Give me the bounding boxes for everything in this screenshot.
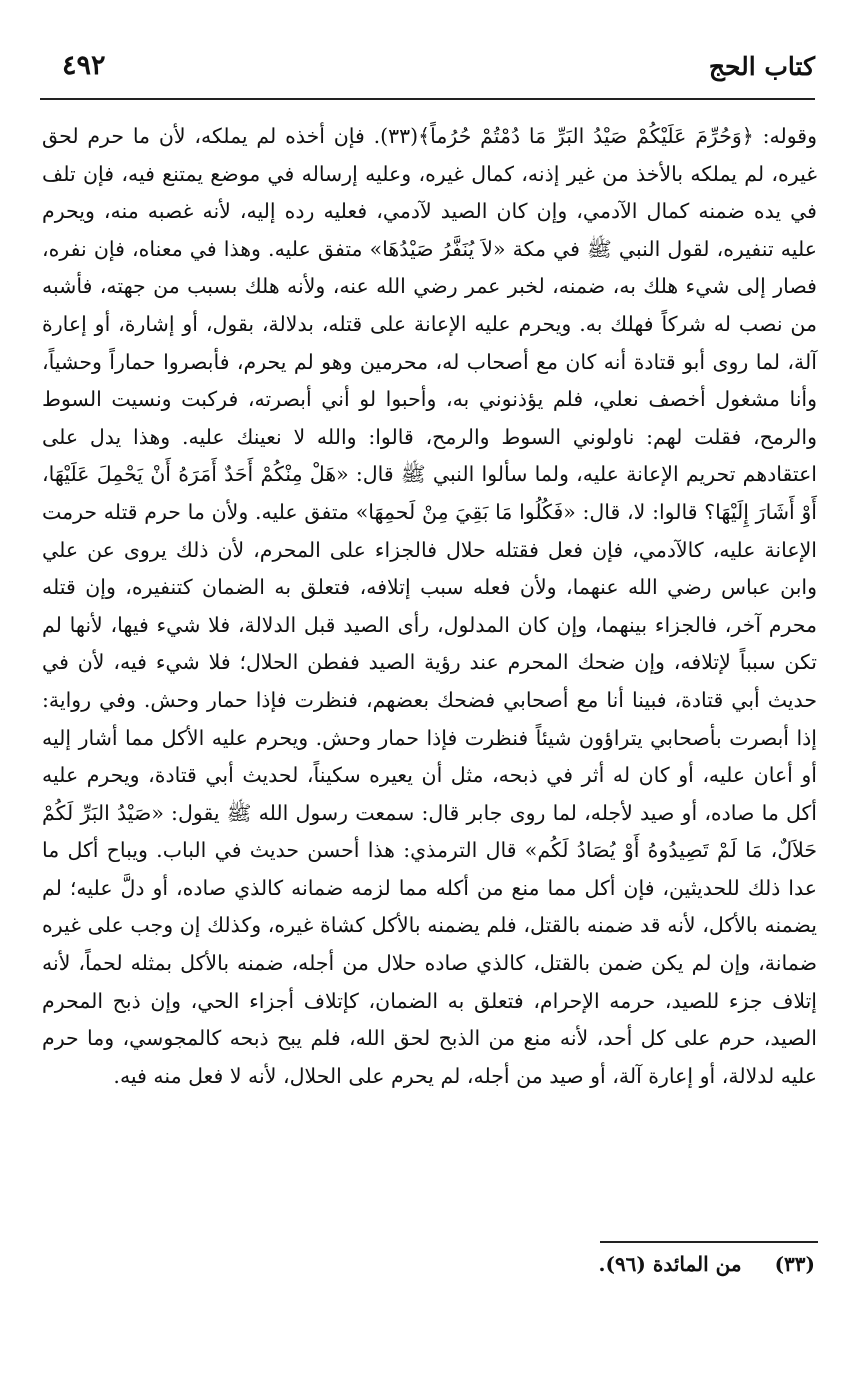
footnote [599,1252,816,1276]
running-title: كتاب الحج [708,52,815,81]
page-header [40,42,815,102]
footnote-divider [600,1241,818,1243]
header-divider [40,98,815,100]
main-text [42,118,817,1095]
body-paragraph: وقوله: ﴿وَحُرِّمَ عَلَيْكُمْ صَيْدُ البَرِّ مَا دُمْتُمْ حُرُماً﴾(٣٣). فإن أخذه لم يملكه، لأن ما حرم لحق غيره، لم يملكه بالأخذ من غير إذنه، كمال غيره، وعليه إرساله في موضع يمتنع فيه، فإن تلف في يده ضمنه كمال الآدمي، وإن كان الصيد لآدمي، فعليه رده إليه، لأنه غصبه منه، ويحرم عليه تنفيره، لقول النبي ﷺ في مكة «لاَ يُنَفَّرُ صَيْدُهَا» متفق عليه. وهذا في معناه، فإن نفره، فصار إلى شيء هلك به، ضمنه، لخبر عمر رضي الله عنه، ولأنه هلك بسبب من جهته، فأشبه من نصب له شركاً فهلك به. ويحرم عليه الإعانة على قتله، بدلالة، بقول، أو إشارة، أو إعارة آلة، لما روى أبو قتادة أنه كان مع أصحاب له، محرمين وهو لم يحرم، فأبصروا حماراً وحشياً، وأنا مشغول أخصف نعلي، فلم يؤذنوني به، وأحبوا لو أني أبصرته، فركبت ونسيت السوط والرمح، فقلت لهم: ناولوني السوط والرمح، قالوا: والله لا نعينك عليه. وهذا يدل على اعتقادهم تحريم الإعانة عليه، ولما سألوا النبي ﷺ قال: «هَلْ مِنْكُمْ أَحَدٌ أَمَرَهُ أَنْ يَحْمِلَ عَلَيْهَا، أَوْ أَشَارَ إِلَيْهَا؟ قالوا: لا، قال: «فَكُلُوا مَا بَقِيَ مِنْ لَحمِهَا» متفق عليه. ولأن ما حرم قتله حرمت الإعانة عليه، كالآدمي، فإن فعل فقتله حلال فالجزاء على المحرم، لأن ذلك يروى عن علي وابن عباس رضي الله عنهما، ولأن فعله سبب إتلافه، فتعلق به الضمان كتنفيره، وإن قتله محرم آخر، فالجزاء بينهما، وإن كان المدلول، رأى الصيد قبل الدلالة، فلا شيء فيها، لأنها لم تكن سبباً لإتلافه، وإن ضحك المحرم عند رؤية الصيد ففطن الحلال؛ فلا شيء فيه، لأن في حديث أبي قتادة، فبينا أنا مع أصحابي فضحك بعضهم، فنظرت فإذا حمار وحش. وفي رواية: إذا أبصرت بأصحابي يتراؤون شيئاً فنظرت فإذا حمار وحش. ويحرم عليه الأكل مما أشار إليه أو أعان عليه، أو كان له أثر في ذبحه، مثل أن يعيره سكيناً، لحديث أبي قتادة، ويحرم عليه أكل ما صاده، أو صيد لأجله، لما روى جابر قال: سمعت رسول الله ﷺ يقول: «صَيْدُ البَرِّ لَكُمْ حَلاَلٌ، مَا لَمْ تَصِيدُوهُ أَوْ يُصَادُ لَكُم» قال الترمذي: هذا أحسن حديث في الباب. ويباح أكل ما عدا ذلك للحديثين، فإن أكل مما منع من أكله مما لزمه ضمانه كالذي صاده، أو دلَّ عليه؛ لم يضمنه بالأكل، لأنه قد ضمنه بالقتل، فلم يضمنه بالأكل كشاة غيره، وكذلك إن وجب على غيره ضمانة، وإن لم يكن ضمن بالقتل، كالذي صاده حلال من أجله، ضمنه بالأكل بمثله لحماً، لأنه إتلاف جزء للصيد، حرمه الإحرام، فتعلق به الضمان، كإتلاف أجزاء الحي، وإن ذبح المحرم الصيد، حرم على كل أحد، لأنه منع من الذبح لحق الله، فلم يبح ذبحه كالمجوسي، وما حرم عليه لدلالة، أو إعارة آلة، أو صيد من أجله، لم يحرم على الحلال، لأنه لا فعل منه فيه. [42,124,817,1088]
page-number: ٤٩٢ [62,50,106,81]
footnote-marker: (٣٣) [774,1252,815,1276]
footnote-text: من المائدة (٩٦). [598,1252,742,1276]
